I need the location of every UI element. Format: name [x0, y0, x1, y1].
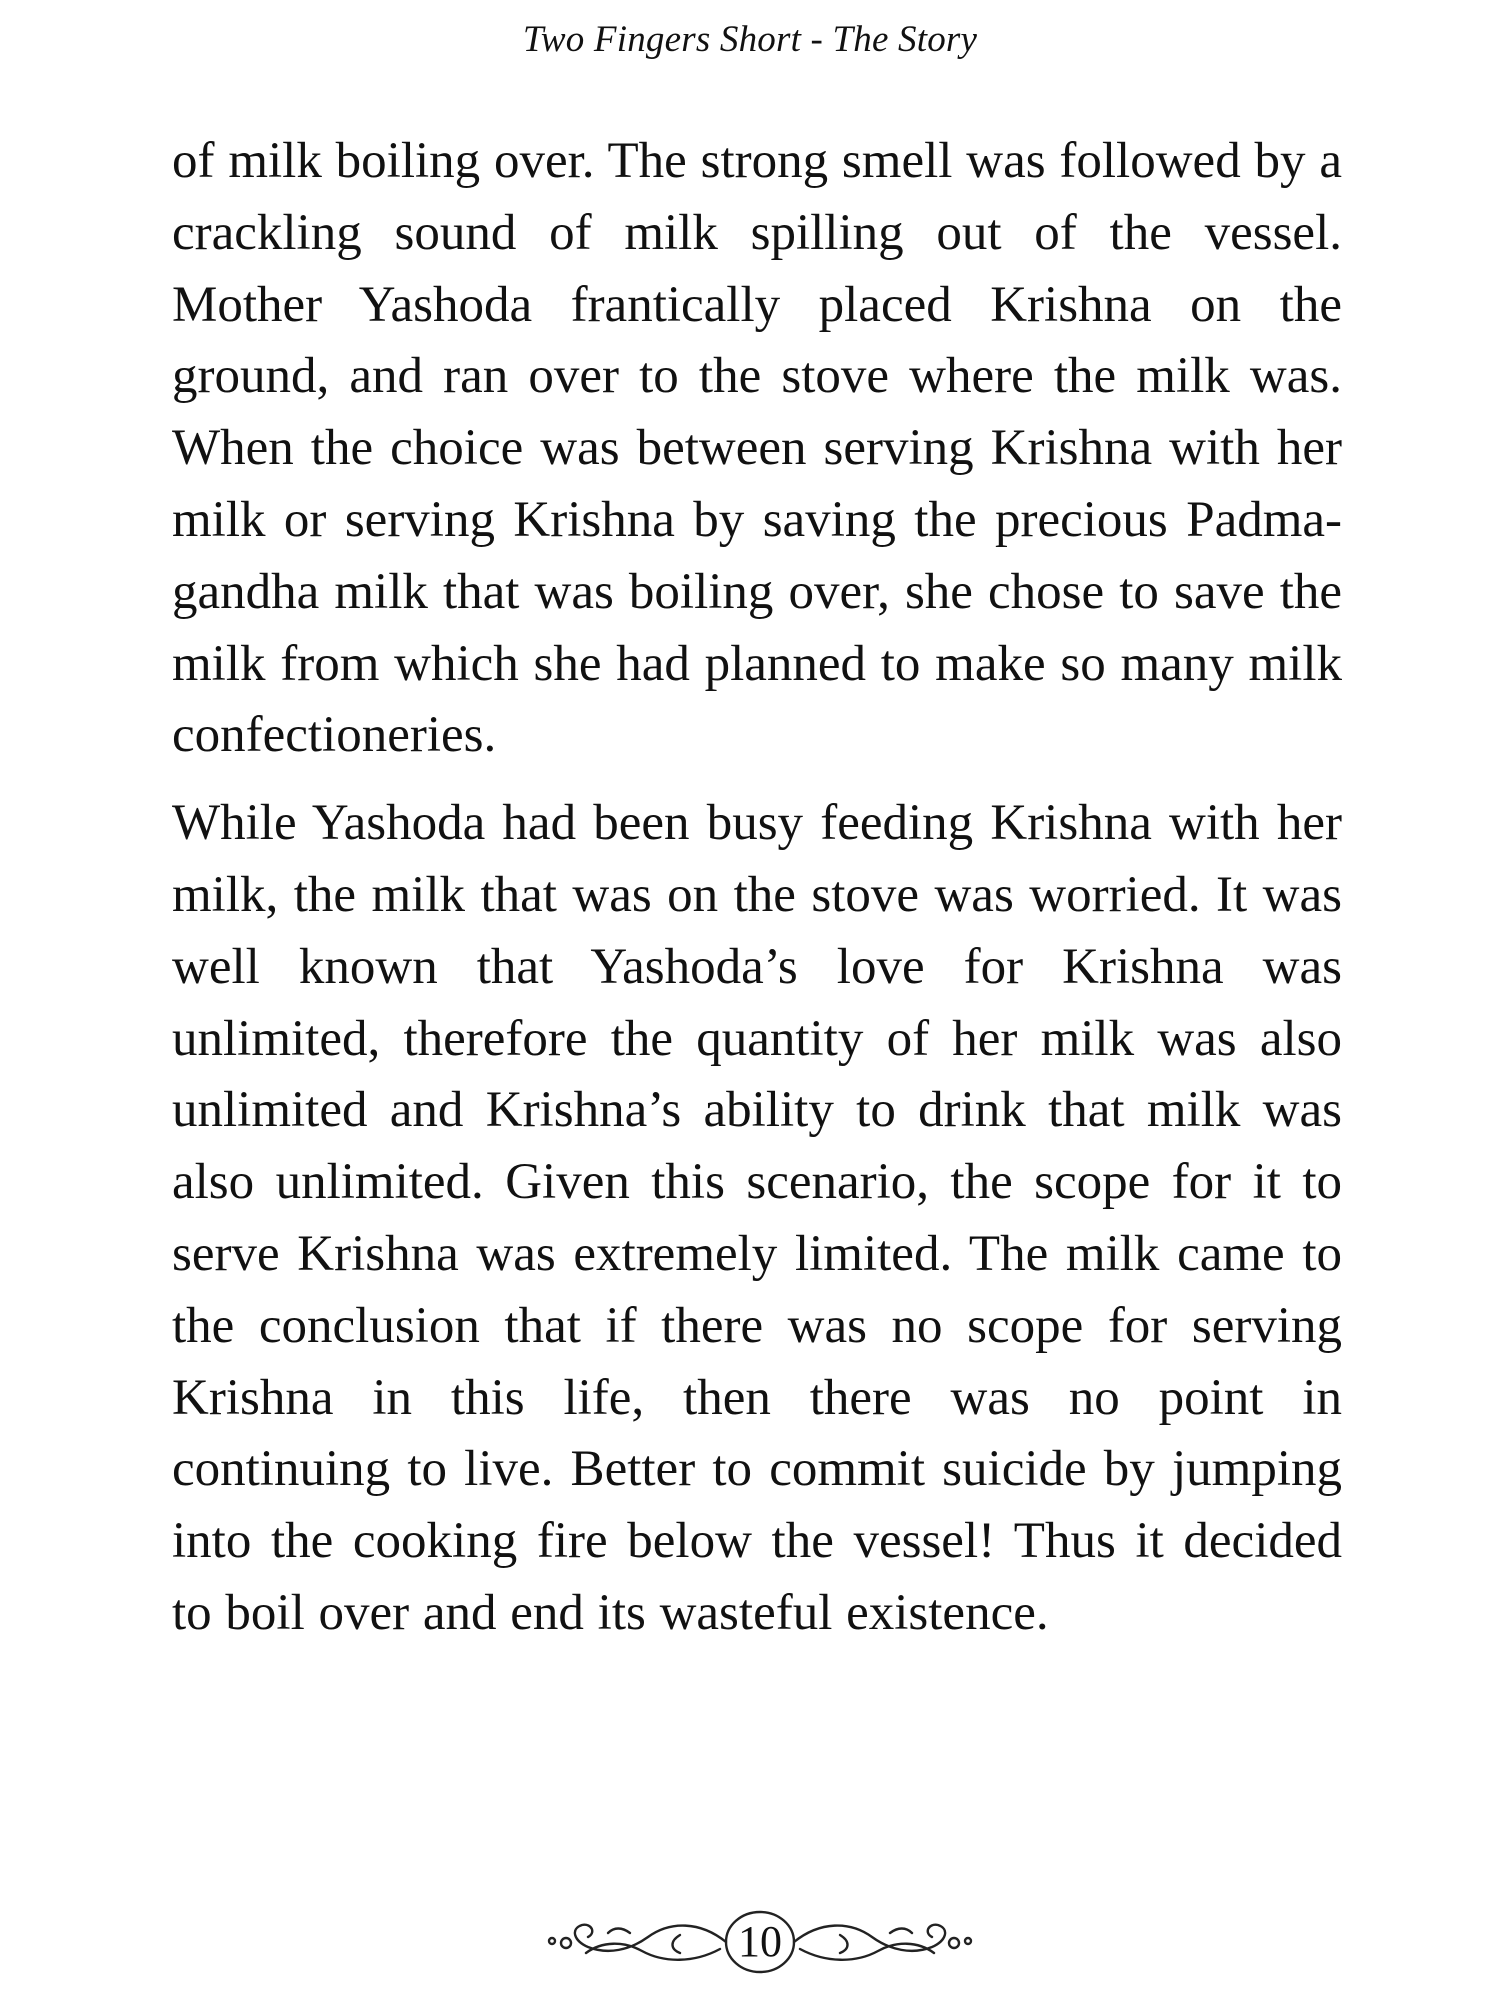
paragraph: of milk boiling over. The strong smell was followed by a crackling sound of milk spilling out of the vessel. Mother Yashoda frantically placed Krishna on the ground, and ran over to the stove where the milk was. When the choice was between serving Krishna with her milk or serving Krishna by saving the precious Padma-gandha milk that was boiling over, she chose to save the milk from which she had planned to make so many milk confectioneries.	[172, 133, 1342, 764]
page-folio	[530, 1905, 990, 1979]
body-text	[172, 126, 1342, 1650]
paragraph: While Yashoda had been busy feeding Krishna with her milk, the milk that was on the stove was worried. It was well known that Yashoda’s love for Krishna was unlimited, therefore the quantity of her milk was also unlimited and Krishna’s ability to drink that milk was also unlimited. Given this scenario, the scope for it to serve Krishna was extremely limited. The milk came to the conclusion that if there was no scope for serving Krishna in this life, then there was no point in continuing to live. Better to commit suicide by jumping into the cooking fire below the vessel! Thus it decided to boil over and end its wasteful existence.	[172, 795, 1342, 1641]
running-header: Two Fingers Short - The Story	[522, 19, 978, 60]
page-number: 10	[738, 1917, 782, 1966]
